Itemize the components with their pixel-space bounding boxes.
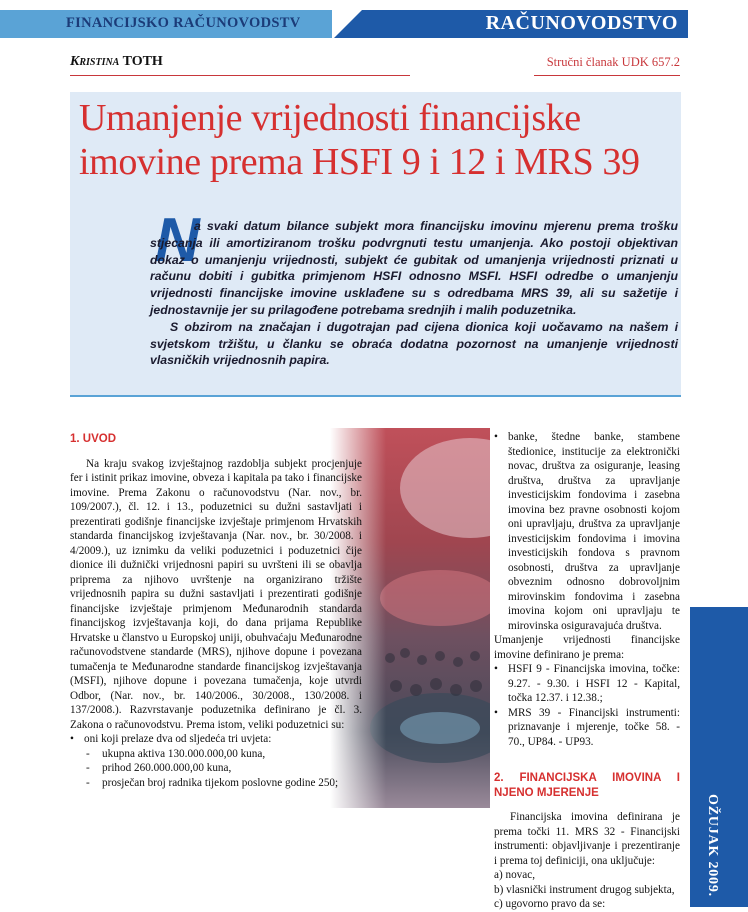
author-first-name: Kristina xyxy=(70,54,120,69)
header-right-notch xyxy=(334,10,362,38)
header-section-right-label: RAČUNOVODSTVO xyxy=(485,12,678,34)
list-item-bullet: • oni koji prelaze dva od sljedeća tri uvjeta: xyxy=(70,732,362,747)
abstract-rule xyxy=(70,395,681,397)
list-item: c) ugovorno pravo da se: xyxy=(494,898,606,910)
header-section-right xyxy=(334,10,688,38)
byline-rule-right xyxy=(534,75,680,76)
list-item-dash: - prihod 260.000.000,00 kuna, xyxy=(70,761,362,776)
section-1-heading: 1. UVOD xyxy=(70,433,117,445)
abstract-paragraph-1: a svaki datum bilance subjekt mora financijsku imovinu mjerenu prema trošku stjecanja ili amortiziranom trošku podvrgnuti testu umanjenja. Ako postoji objektivan dokaz o umanjenju vrijednosti, subjekt će gubitak od umanjenja vrijednosti priznati u računu dobiti i gubitka primjenom HSFI odnosno MSFI. HSFI odredbe o umanjenju vrijednosti financijske imovine usklađene su s odredbama MRS 39, ali su sažetije i jednostavnije jer su prilagođene potrebama srednjih i malih poduzetnika. xyxy=(150,219,678,317)
list-item-dash: - prosječan broj radnika tijekom poslovne godine 250; xyxy=(70,776,362,791)
author-last-name: TOTH xyxy=(122,54,163,69)
section-1-paragraph: Na kraju svakog izvještajnog razdoblja subjekt procjenjuje fer i istinit prikaz imovine, obveza i kapitala pa tako i financijske imovine. Prema Zakonu o računovodstvu (Nar. nov., br. 109/2007.), čl. 12. i 13., poduzetnici su dužni sastavljati i prezentirati godišnje financijske izvještaje primjenom Hrvatskih standarda financijskog izvještavanja (Nar. nov., br. 30/2008. i 4/2009.), uz iznimku da veliki poduzetnici i poduzetnici čije dionice ili dužnički vrijednosni papiri su uvršteni ili se obavlja priprema za njihovo uvrštenje na organizirano tržište vrijednosnih papira su dužni sastavljati i prezentirati godišnje financijske izvještaje primjenom Međunarodnih standarda financijskog izvještavanja koji, do dana prijama Republike Hrvatske u članstvo u Europskoj uniji, obuhvaćaju Međunarodne računovodstvene standarde (MRS), njihove dopune i povezana tumačenja te Međunarodne standarde financijskog izvještavanja (MSFI), njihove dopune i povezana tumačenja, koje utvrdi Odbor, (Nar. nov., br. 140/2006., 30/2008., 130/2008. i 137/2008.). Razvrstavanje poduzetnika definirano je čl. 3. Zakona o računovodstvu. Prema istom, veliki poduzetnici su: xyxy=(70,457,362,731)
section-2-paragraph: Financijska imovina definirana je prema točki 11. MRS 32 - Financijski instrumenti: objavljivanje i prezentiranje i prema toj definiciji, ona uključuje: xyxy=(494,811,680,867)
abstract-dropcap: N xyxy=(155,206,200,275)
column-left xyxy=(70,432,362,790)
header-section-left-label: FINANCIJSKO RAČUNOVODSTVO xyxy=(66,15,312,31)
article-classification: Stručni članak UDK 657.2 xyxy=(546,55,680,69)
byline-rule-left xyxy=(70,75,410,76)
list-item-bullet: • banke, štedne banke, stambene štedionice, institucije za elektronički novac, društva za osiguranje, leasing društva, društva za upravljanje investicijskim fondovima i zasebna imovina bez pravne osobnosti kojom oni upravljaju, društva za upravljanje investicijskim fondovima i imovina investicijskih fondova s pravnom osobnosti, društva za upravljanje obveznim odnosno dobrovoljnim mirovinskim fondovima i zasebna imovina kojom oni upravljaju te mirovinska osiguravajuća društva. xyxy=(494,430,680,633)
list-item: a) novac, xyxy=(494,869,535,881)
header-section-left xyxy=(0,10,332,38)
author xyxy=(70,54,163,70)
article-title: Umanjenje vrijednosti financijske imovine prema HSFI 9 i 12 i MRS 39 xyxy=(79,97,640,183)
list-item-bullet: • HSFI 9 - Financijska imovina, točke: 9.27. - 9.30. i HSFI 12 - Kapital, točka 12.37. i 12.38.; xyxy=(494,662,680,706)
abstract xyxy=(150,218,678,369)
paragraph: Umanjenje vrijednosti financijske imovine definirano je prema: xyxy=(494,634,680,661)
list-item-bullet: • MRS 39 - Financijski instrumenti: priznavanje i mjerenje, točke 58. - 70., UP84. - UP93. xyxy=(494,706,680,750)
issue-label: OŽUJAK 2009. xyxy=(705,794,720,897)
abstract-paragraph-2: S obzirom na značajan i dugotrajan pad cijena dionica koji uočavamo na našem i svjetskom tržištu, u članku se obraća dodatna pozornost na umanjenje vrijednosti vlasničkih vrijednosnih papira. xyxy=(150,319,678,368)
column-right xyxy=(494,430,680,912)
issue-sidebar xyxy=(690,607,748,907)
list-item-dash: - ukupna aktiva 130.000.000,00 kuna, xyxy=(70,747,362,762)
list-item: b) vlasnički instrument drugog subjekta, xyxy=(494,883,675,896)
section-2-heading: 2. FINANCIJSKA IMOVINA I NJENO MJERENJE xyxy=(494,772,680,799)
header-divider xyxy=(300,10,332,38)
